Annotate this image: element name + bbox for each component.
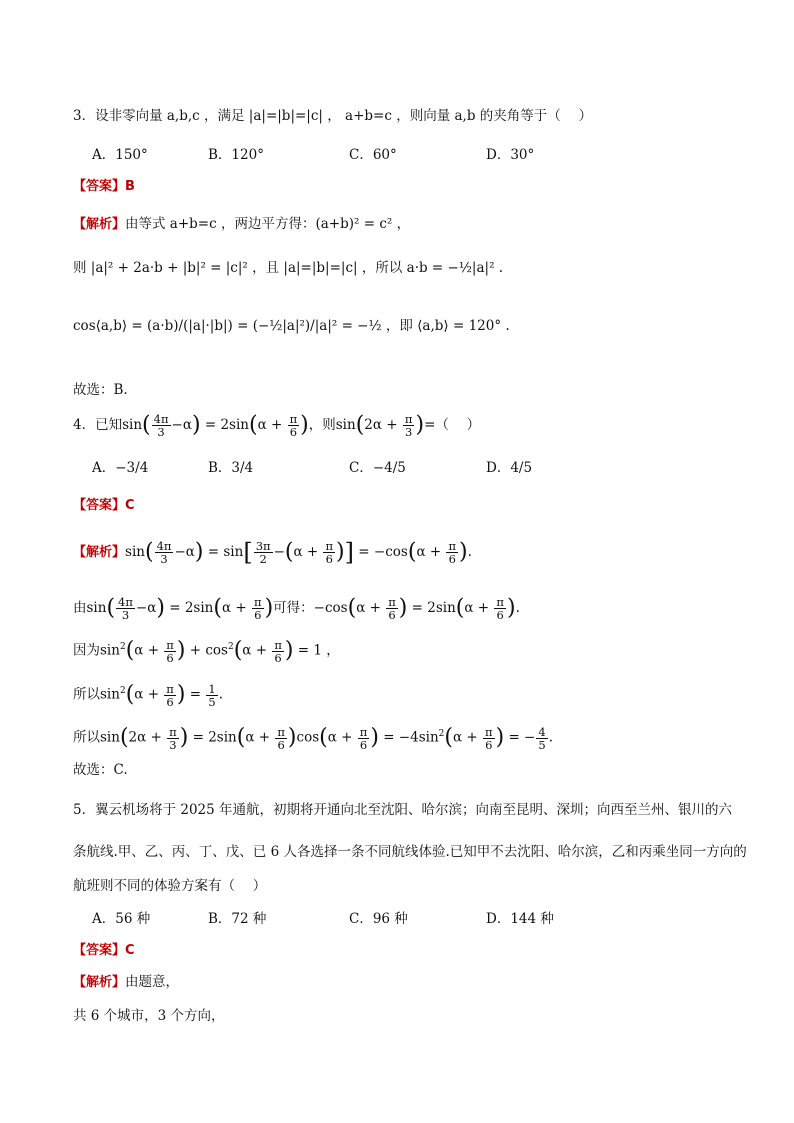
q5-analysis-line2: 共 6 个城市，3 个方向， bbox=[73, 1008, 225, 1024]
q4-option-a: A．−3/4 bbox=[92, 460, 149, 476]
analysis-text: 由题意， bbox=[125, 974, 180, 990]
q5-stem-line3: 航班则不同的体验方案有（ ） bbox=[73, 878, 267, 894]
q3-option-d: D．30° bbox=[486, 147, 535, 163]
q3-analysis-line2: 则 |a|² + 2a·b + |b|² = |c|² ，且 |a|=|b|=|c| ，所以 a·b = −½|a|² . bbox=[73, 260, 504, 276]
q3-analysis-line3: cos⟨a,b⟩ = (a·b)/(|a|·|b|) = (−½|a|²)/|a|² = −½ ，即 ⟨a,b⟩ = 120° . bbox=[73, 318, 510, 334]
word-suoyi: 所以 bbox=[73, 729, 100, 746]
q5-option-d: D．144 种 bbox=[486, 911, 554, 927]
q4-answer bbox=[73, 495, 734, 516]
answer-value: B bbox=[125, 179, 135, 194]
q3-analysis-line1 bbox=[73, 214, 734, 235]
q5-option-c: C．96 种 bbox=[349, 911, 408, 927]
q4-analysis-line2: 由sin( $\frac{4\pi}{3}$ −α) = 2sin(α + $\frac{\pi}{6}$ )可得：−cos(α + $\frac{\pi}{6}$ ) = 2sin(α + $\frac{\pi}{6}$ ). bbox=[73, 595, 520, 622]
q4-stem-end: =（ ） bbox=[424, 417, 481, 433]
analysis-label: 【解析】 bbox=[73, 545, 126, 560]
q4-stem: 4．已知sin( $\frac{4\pi}{3}$ −α) = 2sin(α + $\frac{\pi}{6}$ )，则sin(2α + $\frac{\pi}{3}$ )=（ ） bbox=[73, 412, 481, 439]
word-yinwei: 因为 bbox=[73, 642, 100, 659]
q3-option-c: C．60° bbox=[349, 147, 397, 163]
q4-analysis-line3: 因为$\sin^2(\alpha$ + $\frac{\pi}{6}$ ) + $\cos^2(\alpha$ + $\frac{\pi}{6}$ ) = 1 ， bbox=[73, 637, 340, 665]
q4-option-c: C．−4/5 bbox=[349, 460, 406, 476]
q4-analysis-line4: 所以$\sin^2(\alpha$ + $\frac{\pi}{6}$ ) = $\frac{1}{5}$ . bbox=[73, 681, 223, 709]
q4-option-b: B．3/4 bbox=[208, 460, 254, 476]
word-ke: 可得： bbox=[273, 600, 314, 616]
answer-label: 【答案】 bbox=[73, 498, 126, 513]
word-suoyi: 所以 bbox=[73, 686, 100, 703]
q5-option-b: B．72 种 bbox=[208, 911, 267, 927]
q4-analysis-line1: 【解析】sin( $\frac{4\pi}{3}$ −α) = sin[ $\frac{3\pi}{2}$ −(α + $\frac{\pi}{6}$ )] = −cos(α + $\frac{\pi}{6}$ ). bbox=[73, 538, 472, 567]
analysis-text: 由等式 a+b=c ，两边平方得：(a+b)² = c² ， bbox=[125, 216, 411, 232]
q4-stem-prefix: 4．已知 bbox=[73, 417, 123, 433]
q4-stem-suffix: ，则 bbox=[308, 417, 336, 433]
q3-conclusion: 故选：B. bbox=[73, 382, 128, 398]
q4-analysis-line5: 所以sin(2α + $\frac{\pi}{3}$ ) = 2sin(α + $\frac{\pi}{6}$ )cos(α + $\frac{\pi}{6}$ ) = $-4\sin^2(\alpha$ + $\frac{\pi}{6}$ ) = − $\frac{4}{5}$ . bbox=[73, 724, 553, 752]
analysis-label: 【解析】 bbox=[73, 975, 126, 990]
q5-answer bbox=[73, 940, 734, 961]
answer-label: 【答案】 bbox=[73, 179, 126, 194]
q5-analysis-line1 bbox=[73, 972, 734, 993]
q5-stem-line2: 条航线.甲、乙、丙、丁、戊、已 6 人各选择一条不同航线体验.已知甲不去沈阳、哈尔滨，乙和丙乘坐同一方向的 bbox=[73, 844, 747, 860]
answer-label: 【答案】 bbox=[73, 943, 126, 958]
q5-option-a: A．56 种 bbox=[92, 911, 151, 927]
q5-stem-line1: 5．翼云机场将于 2025 年通航，初期将开通向北至沈阳、哈尔滨；向南至昆明、深圳；向西至兰州、银川的六 bbox=[73, 802, 733, 818]
answer-value: C bbox=[125, 498, 135, 513]
q4-option-d: D．4/5 bbox=[486, 460, 533, 476]
q3-stem: 3．设非零向量 a,b,c ，满足 |a|=|b|=|c| ， a+b=c ，则向量 a,b 的夹角等于（ ） bbox=[73, 108, 593, 124]
analysis-label: 【解析】 bbox=[73, 217, 126, 232]
answer-value: C bbox=[125, 943, 135, 958]
word-you: 由 bbox=[73, 600, 87, 616]
q3-option-b: B．120° bbox=[208, 147, 264, 163]
q3-option-a: A．150° bbox=[92, 147, 148, 163]
q4-conclusion: 故选：C. bbox=[73, 762, 128, 778]
q3-answer bbox=[73, 176, 734, 197]
